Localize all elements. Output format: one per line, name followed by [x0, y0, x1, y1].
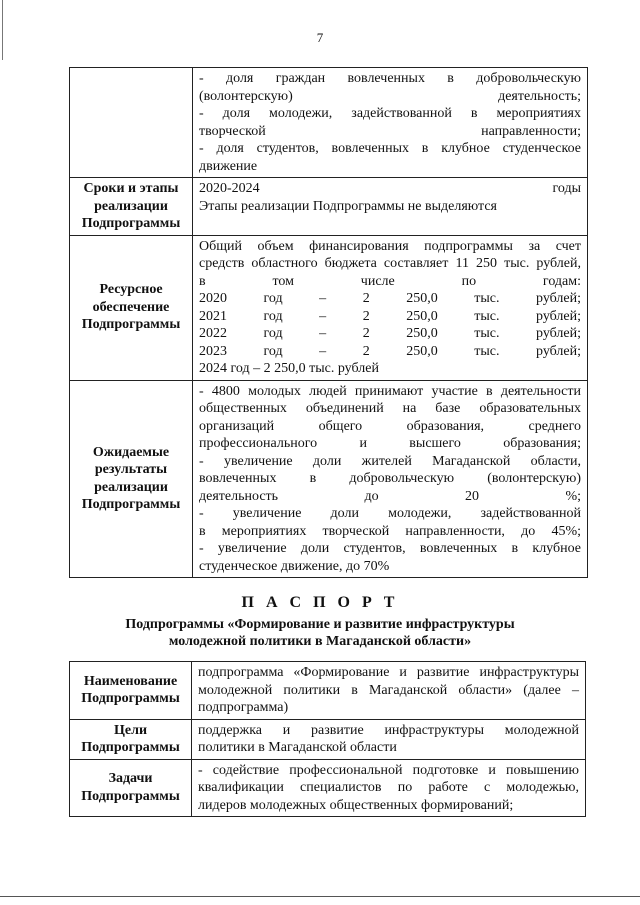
table-row	[70, 68, 588, 178]
row-content	[193, 178, 588, 236]
row-content	[192, 662, 586, 720]
passport-subtitle-line-2: молодежной политики в Магаданской области»	[168, 634, 472, 649]
content-line: Общий объем финансирования подпрограммы за счет	[199, 238, 581, 254]
content-line: 2020 год – 2 250,0 тыс. рублей;	[199, 291, 581, 306]
table2-body	[70, 662, 586, 817]
content-line: (волонтерскую) деятельность;	[199, 88, 581, 104]
content-line: 2022 год – 2 250,0 тыс. рублей;	[199, 326, 581, 341]
content-line: вовлеченных в добровольческую (волонтерскую)	[199, 471, 581, 486]
row-content	[192, 719, 586, 759]
passport-title: П А С П О Р Т	[241, 594, 399, 611]
scan-edge-bottom	[0, 896, 640, 897]
content-line: - 4800 молодых людей принимают участие в деятельности	[199, 383, 581, 399]
content-line: в мероприятиях творческой направленности, до 45%;	[199, 523, 581, 539]
row-label: Наименование Подпрограммы	[70, 662, 192, 720]
table-row	[70, 178, 588, 236]
passport-subtitle	[0, 616, 640, 650]
program-table-continued	[69, 67, 588, 578]
content-line: 2024 год – 2 250,0 тыс. рублей	[199, 361, 379, 376]
row-content	[193, 235, 588, 380]
content-line: профессионального и высшего образования;	[199, 436, 581, 451]
row-content	[193, 68, 588, 178]
content-line: деятельность до 20 %;	[199, 488, 581, 504]
table-row	[70, 380, 588, 578]
content-line: - доля граждан вовлеченных в добровольческую	[199, 71, 581, 86]
row-label: Ресурсное обеспечение Подпрограммы	[70, 235, 193, 380]
content-line: квалификации специалистов по работе с молодежью,	[198, 780, 579, 795]
content-line: в том числе по годам:	[199, 273, 581, 289]
content-line: движение	[199, 158, 258, 174]
content-line: - доля студентов, вовлеченных в клубное студенческое	[199, 141, 581, 156]
content-line: 2020-2024 годы	[199, 181, 581, 196]
passport-subtitle-line-1: Подпрограммы «Формирование и развитие инфраструктуры	[125, 617, 515, 632]
content-line: организаций общего образования, среднего	[199, 418, 581, 434]
content-line: поддержка и развитие инфраструктуры молодежной	[198, 722, 579, 738]
content-line: 2023 год – 2 250,0 тыс. рублей;	[199, 343, 581, 359]
table1-body	[70, 68, 588, 578]
content-line: общественных объединений на базе образовательных	[199, 401, 581, 416]
content-line: средств областного бюджета составляет 11 250 тыс. рублей,	[199, 256, 581, 271]
passport-table	[69, 661, 586, 817]
content-line: - доля молодежи, задействованной в мероприятиях	[199, 106, 581, 121]
content-line: - увеличение доли студентов, вовлеченных в клубное	[199, 541, 581, 556]
row-content	[193, 380, 588, 578]
row-label: Сроки и этапы реализации Подпрограммы	[70, 178, 193, 236]
content-line: 2021 год – 2 250,0 тыс. рублей;	[199, 308, 581, 324]
row-label: Ожидаемые результаты реализации Подпрограммы	[70, 380, 193, 578]
table-row	[70, 719, 586, 759]
content-line: молодежной политики в Магаданской области» (далее –	[198, 682, 579, 698]
table-row	[70, 759, 586, 817]
row-label: Задачи Подпрограммы	[70, 759, 192, 817]
content-line: лидеров молодежных общественных формирований;	[198, 797, 514, 813]
content-line: - увеличение доли жителей Магаданской области,	[199, 453, 581, 469]
row-label: Цели Подпрограммы	[70, 719, 192, 759]
content-line: творческой направленности;	[199, 123, 581, 139]
row-content	[192, 759, 586, 817]
content-line: студенческое движение, до 70%	[199, 558, 390, 574]
content-line: подпрограмма)	[198, 700, 289, 715]
table-row	[70, 235, 588, 380]
content-line: политики в Магаданской области	[198, 740, 397, 755]
content-line: подпрограмма «Формирование и развитие инфраструктуры	[198, 665, 579, 680]
content-line: Этапы реализации Подпрограммы не выделяются	[199, 198, 497, 214]
content-line: - увеличение доли молодежи, задействованной	[199, 506, 581, 521]
page-number: 7	[316, 30, 324, 45]
row-label	[70, 68, 193, 178]
content-line: - содействие профессиональной подготовке и повышению	[198, 762, 579, 778]
table-row	[70, 662, 586, 720]
